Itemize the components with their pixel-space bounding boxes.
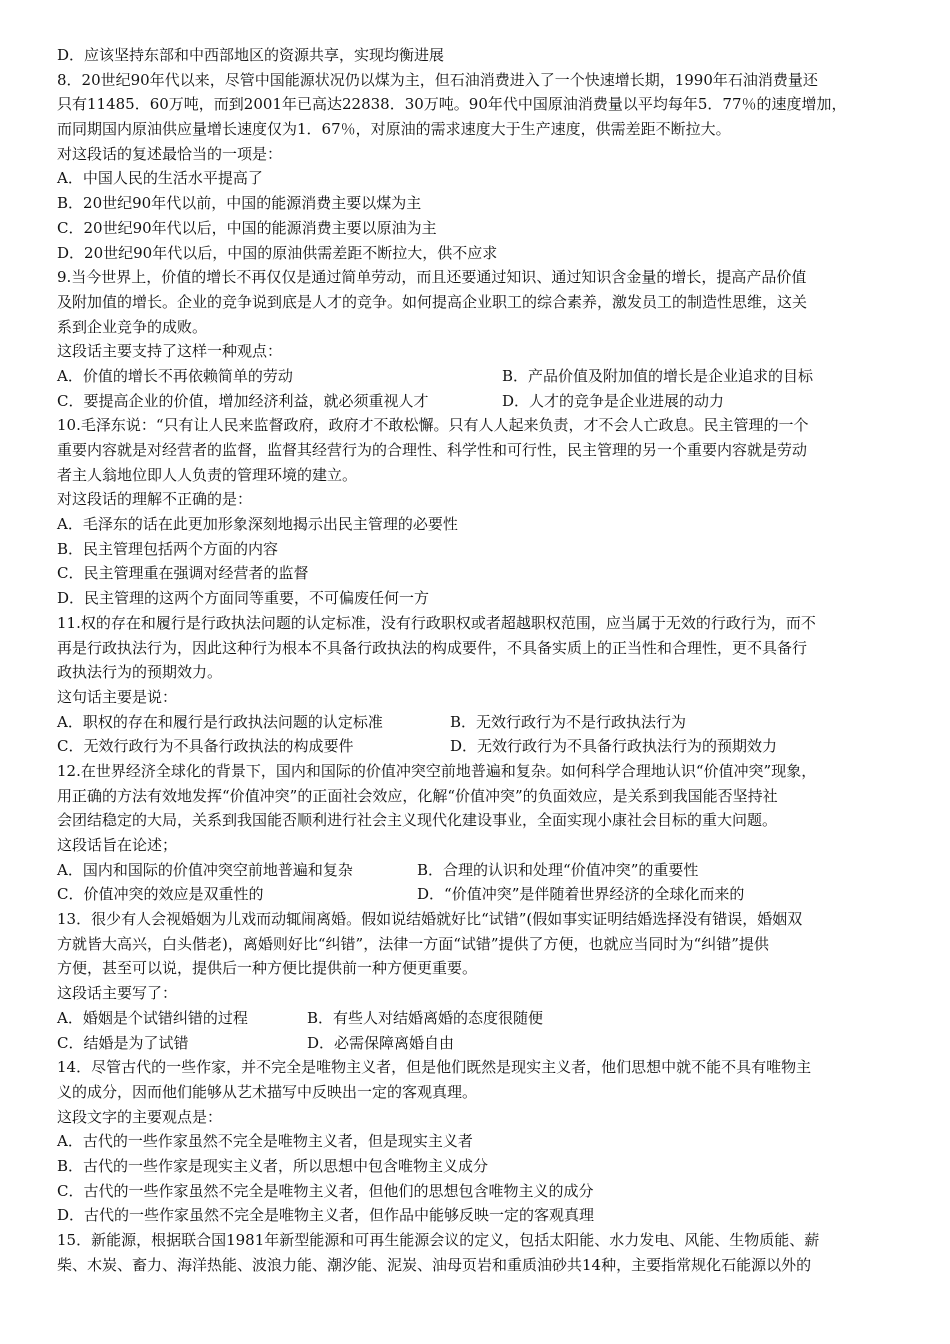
q9-text: 系到企业竞争的成败。 <box>57 317 208 336</box>
q8-option-a: A．中国人民的生活水平提高了 <box>57 169 263 188</box>
q9-text: 9.当今世界上，价值的增长不再仅仅是通过简单劳动，而且还要通过知识、通过知识含金量的增长，提高产品价值 <box>57 268 807 287</box>
q14-option-a: A．古代的一些作家虽然不完全是唯物主义者，但是现实主义者 <box>57 1132 473 1151</box>
q14-option-b: B．古代的一些作家是现实主义者，所以思想中包含唯物主义成分 <box>57 1156 489 1175</box>
q9-option-c: C．要提高企业的价值，增加经济利益，就必须重视人才 <box>57 391 429 410</box>
q14-option-d: D．古代的一些作家虽然不完全是唯物主义者，但作品中能够反映一定的客观真理 <box>57 1206 595 1225</box>
q12-prompt: 这段话旨在论述； <box>57 836 178 854</box>
q13-options-row <box>57 1006 907 1031</box>
q10-text: 重要内容就是对经营者的监督，监督其经营行为的合理性、科学性和可行性，民主管理的另一个重要内容就是劳动 <box>57 441 808 459</box>
q8-option-d: D．20世纪90年代以后，中国的原油供需差距不断拉大，供不应求 <box>57 243 498 262</box>
q13-text: 13．很少有人会视婚姻为儿戏而动辄闹离婚。假如说结婚就好比“试错”(假如事实证明结婚选择没有错误，婚姻双 <box>57 910 803 929</box>
q12-option-b: B．合理的认识和处理“价值冲突”的重要性 <box>417 860 699 879</box>
q7-option-d: D．应该坚持东部和中西部地区的资源共享，实现均衡进展 <box>57 46 445 64</box>
q8-option-c: C．20世纪90年代以后，中国的能源消费主要以原油为主 <box>57 218 437 237</box>
q10-prompt: 对这段话的理解不正确的是： <box>57 490 253 509</box>
q12-option-d: D．“价值冲突”是伴随着世界经济的全球化而来的 <box>417 885 745 904</box>
q8-text: 而同期国内原油供应量增长速度仅为1．67％，对原油的需求速度大于生产速度，供需差距不断拉大。 <box>57 120 731 139</box>
q13-option-c: C．结婚是为了试错 <box>57 1033 189 1052</box>
q10-text: 者主人翁地位即人人负责的管理环境的建立。 <box>57 465 358 484</box>
q11-options-row <box>57 710 907 735</box>
q11-option-d: D．无效行政行为不具备行政执法行为的预期效力 <box>450 737 778 756</box>
q8-text: 8．20世纪90年代以来，尽管中国能源状况仍以煤为主，但石油消费进入了一个快速增长期，1990年石油消费量还 <box>57 70 818 89</box>
q11-option-c: C．无效行政行为不具备行政执法的构成要件 <box>57 737 354 756</box>
q12-text: 用正确的方法有效地发挥“价值冲突”的正面社会效应，化解“价值冲突”的负面效应，是关系到我国能否坚持社 <box>57 786 778 805</box>
q14-text: 14．尽管古代的一些作家，并不完全是唯物主义者，但是他们既然是现实主义者，他们思想中就不能不具有唯物主 <box>57 1058 812 1077</box>
q13-option-b: B．有些人对结婚离婚的态度很随便 <box>307 1008 544 1027</box>
q11-text: 11.权的存在和履行是行政执法问题的认定标准，没有行政职权或者超越职权范围，应当属于无效的行政行为，而不 <box>57 613 816 632</box>
q13-option-d: D．必需保障离婚自由 <box>307 1033 455 1052</box>
q14-option-c: C．古代的一些作家虽然不完全是唯物主义者，但他们的思想包含唯物主义的成分 <box>57 1181 594 1200</box>
q11-text: 政执法行为的预期效力。 <box>57 663 223 682</box>
q10-text: 10.毛泽东说：“只有让人民来监督政府，政府才不敢松懈。只有人人起来负责，才不会人亡政息。民主管理的一个 <box>57 416 809 435</box>
q8-prompt: 对这段话的复述最恰当的一项是： <box>57 144 283 163</box>
q9-prompt: 这段话主要支持了这样一种观点： <box>57 342 283 361</box>
q13-options-row <box>57 1031 907 1056</box>
q8-option-b: B．20世纪90年代以前，中国的能源消费主要以煤为主 <box>57 194 422 213</box>
q15-text: 15．新能源，根据联合国1981年新型能源和可再生能源会议的定义，包括太阳能、水力发电、风能、生物质能、薪 <box>57 1231 820 1249</box>
q12-text: 12.在世界经济全球化的背景下，国内和国际的价值冲突空前地普遍和复杂。如何科学合理地认识“价值冲突”现象， <box>57 761 817 780</box>
q10-option-d: D．民主管理的这两个方面同等重要，不可偏废任何一方 <box>57 589 430 608</box>
q12-options-row <box>57 882 907 907</box>
q9-option-a: A．价值的增长不再依赖简单的劳动 <box>57 366 293 385</box>
document-body <box>57 43 907 1277</box>
q9-options-row <box>57 389 907 414</box>
q11-text: 再是行政执法行为，因此这种行为根本不具备行政执法的构成要件，不具备实质上的正当性和合理性，更不具备行 <box>57 638 808 657</box>
q9-option-d: D．人才的竞争是企业进展的动力 <box>502 391 725 410</box>
q8-text: 只有11485．60万吨，而到2001年已高达22838．30万吨。90年代中国原油消费量以平均每年5．77％的速度增加， <box>57 95 847 114</box>
q9-text: 及附加值的增长。企业的竞争说到底是人才的竞争。如何提高企业职工的综合素养，激发员工的制造性思维，这关 <box>57 292 808 311</box>
q12-text: 会团结稳定的大局，关系到我国能否顺利进行社会主义现代化建设事业，全面实现小康社会目标的重大问题。 <box>57 811 778 830</box>
q10-option-c: C．民主管理重在强调对经营者的监督 <box>57 564 309 583</box>
q12-option-c: C．价值冲突的效应是双重性的 <box>57 885 264 904</box>
q11-option-b: B．无效行政行为不是行政执法行为 <box>450 712 687 731</box>
q9-options-row <box>57 364 907 389</box>
q13-text: 方便，甚至可以说，提供后一种方便比提供前一种方便更重要。 <box>57 959 478 978</box>
q13-option-a: A．婚姻是个试错纠错的过程 <box>57 1008 248 1027</box>
q11-prompt: 这句话主要是说： <box>57 687 178 706</box>
q10-option-b: B．民主管理包括两个方面的内容 <box>57 539 279 558</box>
q11-options-row <box>57 734 907 759</box>
q10-option-a: A．毛泽东的话在此更加形象深刻地揭示出民主管理的必要性 <box>57 515 458 534</box>
q12-option-a: A．国内和国际的价值冲突空前地普遍和复杂 <box>57 860 353 879</box>
q12-options-row <box>57 858 907 883</box>
q13-text: 方就皆大高兴，白头偕老)，离婚则好比“纠错”，法律一方面“试错”提供了方便，也就应当同时为“纠错”提供 <box>57 934 769 953</box>
q9-option-b: B．产品价值及附加值的增长是企业追求的目标 <box>502 366 814 385</box>
q14-text: 义的成分，因而他们能够从艺术描写中反映出一定的客观真理。 <box>57 1082 478 1101</box>
q15-text: 柴、木炭、畜力、海洋热能、波浪力能、潮汐能、泥炭、油母页岩和重质油砂共14种，主要指常规化石能源以外的 <box>57 1255 812 1274</box>
q11-option-a: A．职权的存在和履行是行政执法问题的认定标准 <box>57 712 383 731</box>
q13-prompt: 这段话主要写了： <box>57 984 178 1003</box>
q14-prompt: 这段文字的主要观点是： <box>57 1107 223 1126</box>
